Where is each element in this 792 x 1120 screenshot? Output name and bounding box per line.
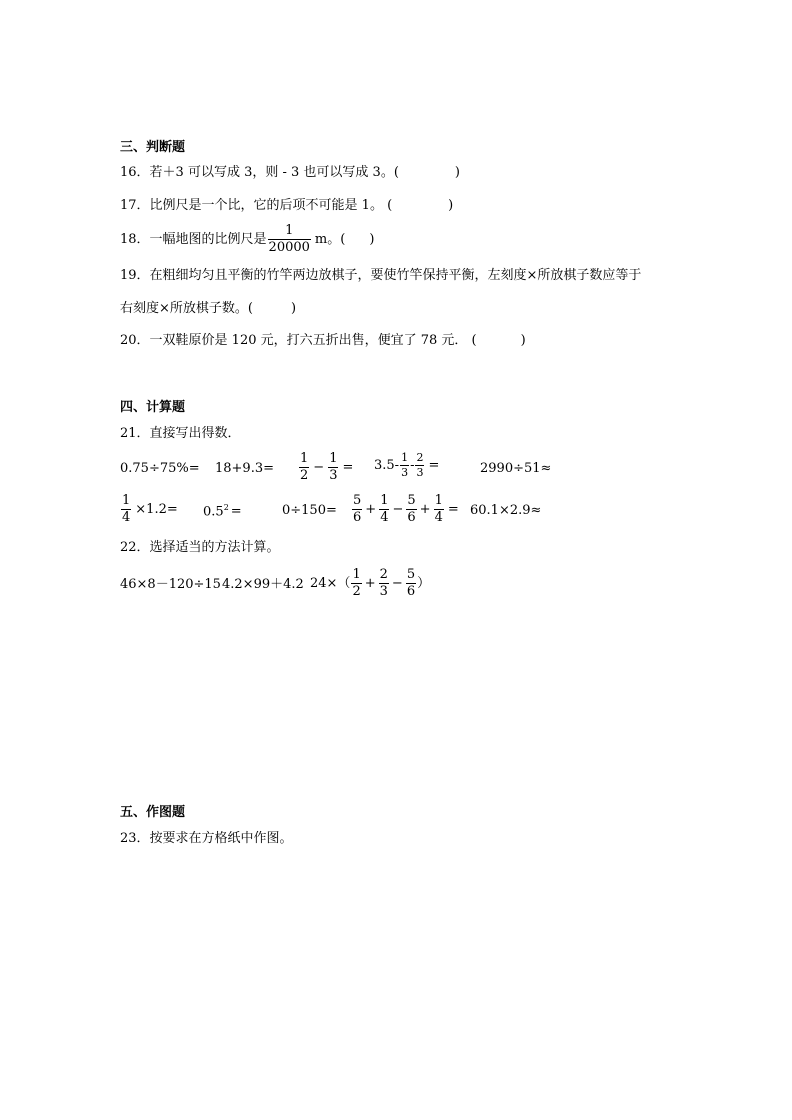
question-17 <box>120 199 453 212</box>
section-title-calculation: 四、计算题 <box>120 400 186 415</box>
section-title-drawing: 五、作图题 <box>120 805 186 820</box>
question-20-close: ) <box>520 333 526 348</box>
fraction: $\frac{5}{6}$ <box>406 567 416 599</box>
calc-expression-2: 4.2×99＋4.2 <box>222 577 304 592</box>
question-19-close: ) <box>290 301 297 316</box>
question-16-text: 16．若＋3 可以写成 3，则 - 3 也可以写成 3。( <box>120 165 399 180</box>
calc-expression-3: 24×（ $\frac{1}{2}$ + $\frac{2}{3}$ − $\frac{5}{6}$ ） <box>310 567 431 599</box>
fraction: $\frac{1}{4}$ <box>380 493 389 525</box>
fraction: $\frac{5}{6}$ <box>353 493 362 525</box>
fraction: $\frac{1}{4}$ <box>434 493 443 525</box>
question-16-close: ) <box>454 165 460 180</box>
question-17-text: 17．比例尺是一个比，它的后项不可能是 1。 ( <box>120 198 393 213</box>
question-18-close: ) <box>369 231 375 247</box>
scale-fraction <box>268 224 311 254</box>
calc-item-4: 3.5- $\frac{1}{3}$ - $\frac{2}{3}$ = <box>374 451 440 479</box>
scale-fraction-numerator: 1 <box>285 223 294 238</box>
question-20-text: 20．一双鞋原价是 120 元，打六五折出售，便宜了 78 元． ( <box>120 333 477 348</box>
fraction: $\frac{1}{3}$ <box>401 451 409 479</box>
fraction: $\frac{2}{3}$ <box>379 567 388 599</box>
calc-item-1: 0.75÷75%= <box>120 461 200 476</box>
question-19-line2-text: 右刻度×所放棋子数。( <box>120 301 253 316</box>
fraction: $\frac{1}{2}$ <box>352 567 361 599</box>
calc-item-10: 60.1×2.9≈ <box>470 503 542 518</box>
calc-expression-1: 46×8－120÷15 <box>120 577 221 592</box>
fraction: $\frac{5}{6}$ <box>407 493 416 525</box>
question-17-close: ) <box>448 198 454 213</box>
fraction: $\frac{1}{4}$ <box>122 493 131 525</box>
calc-item-9: $\frac{5}{6}$ + $\frac{1}{4}$ − $\frac{5}{6}$ + $\frac{1}{4}$ = <box>353 493 459 525</box>
question-21-title: 21．直接写出得数． <box>120 426 241 441</box>
fraction: $\frac{1}{2}$ <box>300 451 309 483</box>
scale-fraction-denominator: 20000 <box>268 239 310 255</box>
section-title-judgment: 三、判断题 <box>120 140 186 155</box>
calc-item-6: $\frac{1}{4}$ ×1.2= <box>122 493 178 525</box>
question-18-prefix: 18．一幅地图的比例尺是 <box>120 231 267 247</box>
fraction: $\frac{1}{3}$ <box>329 451 338 483</box>
question-19-line2 <box>120 302 296 315</box>
question-23: 23．按要求在方格纸中作图。 <box>120 831 293 846</box>
calc-item-5: 2990÷51≈ <box>480 461 552 476</box>
fraction: $\frac{2}{3}$ <box>416 451 424 479</box>
calc-item-8: 0÷150= <box>282 503 337 518</box>
question-20 <box>120 334 526 347</box>
calc-item-2: 18+9.3= <box>215 461 275 476</box>
calc-item-3: $\frac{1}{2}$ − $\frac{1}{3}$ = <box>300 451 354 483</box>
calc-item-7: $0.5^2$ = <box>203 503 242 520</box>
question-22-title: 22．选择适当的方法计算。 <box>120 540 280 555</box>
question-16 <box>120 166 460 179</box>
question-18-suffix: m。( <box>314 231 346 247</box>
question-18 <box>120 224 374 254</box>
question-19-line1: 19．在粗细均匀且平衡的竹竿两边放棋子，要使竹竿保持平衡，左刻度×所放棋子数应等于 <box>120 268 642 283</box>
